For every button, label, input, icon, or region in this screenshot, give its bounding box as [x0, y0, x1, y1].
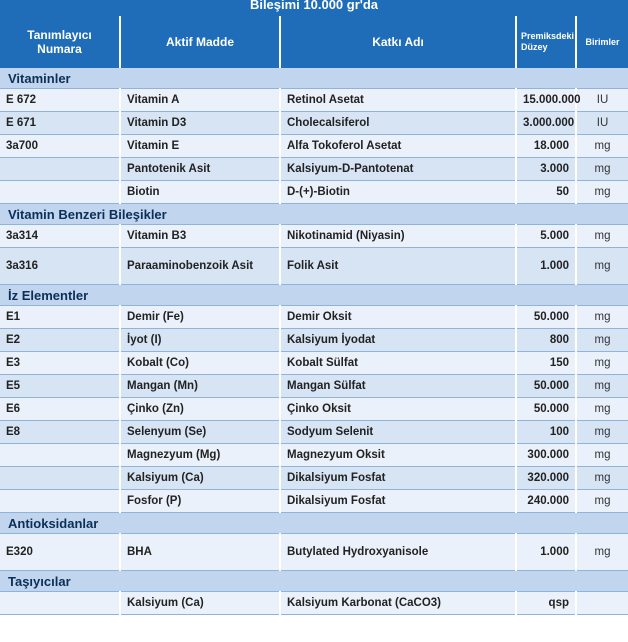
cell-additive-name: Folik Asit: [280, 248, 516, 285]
table-row: [0, 592, 628, 615]
cell-id: E5: [0, 375, 120, 398]
cell-additive-name: Dikalsiyum Fosfat: [280, 467, 516, 490]
cell-premix-level: 1.000: [516, 534, 576, 571]
cell-additive-name: Kalsiyum Karbonat (CaCO3): [280, 592, 516, 615]
cell-active-substance: Çinko (Zn): [120, 398, 280, 421]
cell-unit: mg: [576, 248, 628, 285]
cell-premix-level: 50.000: [516, 306, 576, 329]
cell-active-substance: Selenyum (Se): [120, 421, 280, 444]
header-premix-level: [516, 16, 576, 68]
cell-additive-name: Cholecalsiferol: [280, 112, 516, 135]
cell-additive-name: Demir Oksit: [280, 306, 516, 329]
cell-additive-name: Retinol Asetat: [280, 89, 516, 112]
cell-active-substance: Biotin: [120, 181, 280, 204]
section-title: Taşıyıcılar: [0, 571, 628, 592]
cell-premix-level: 3.000.000: [516, 112, 576, 135]
cell-active-substance: Pantotenik Asit: [120, 158, 280, 181]
section-row: [0, 571, 628, 592]
cell-id: E6: [0, 398, 120, 421]
cell-unit: mg: [576, 421, 628, 444]
table-row: [0, 467, 628, 490]
cell-active-substance: Vitamin E: [120, 135, 280, 158]
document-title: Bileşimi 10.000 gr'da: [0, 0, 628, 16]
cell-premix-level: 50.000: [516, 398, 576, 421]
cell-premix-level: 100: [516, 421, 576, 444]
header-units: Birimler: [576, 16, 628, 68]
cell-unit: mg: [576, 329, 628, 352]
section-row: [0, 68, 628, 89]
cell-additive-name: Çinko Oksit: [280, 398, 516, 421]
cell-premix-level: 50: [516, 181, 576, 204]
cell-active-substance: Vitamin B3: [120, 225, 280, 248]
table-row: [0, 225, 628, 248]
cell-active-substance: Vitamin D3: [120, 112, 280, 135]
cell-id: [0, 592, 120, 615]
cell-id: [0, 444, 120, 467]
section-title: Antioksidanlar: [0, 513, 628, 534]
cell-premix-level: 15.000.000: [516, 89, 576, 112]
cell-unit: mg: [576, 225, 628, 248]
header-premix-level-line2: Düzey: [521, 42, 548, 52]
cell-id: [0, 181, 120, 204]
table-row: [0, 306, 628, 329]
cell-additive-name: D-(+)-Biotin: [280, 181, 516, 204]
cell-id: E 671: [0, 112, 120, 135]
table-row: [0, 375, 628, 398]
cell-unit: IU: [576, 89, 628, 112]
table-row: [0, 181, 628, 204]
cell-id: E320: [0, 534, 120, 571]
cell-id: E1: [0, 306, 120, 329]
cell-premix-level: 240.000: [516, 490, 576, 513]
table-row: [0, 444, 628, 467]
cell-additive-name: Nikotinamid (Niyasin): [280, 225, 516, 248]
cell-unit: [576, 592, 628, 615]
cell-id: E3: [0, 352, 120, 375]
cell-unit: mg: [576, 135, 628, 158]
cell-premix-level: 18.000: [516, 135, 576, 158]
header-premix-level-line1: Premiksdeki: [521, 31, 575, 41]
cell-active-substance: Paraaminobenzoik Asit: [120, 248, 280, 285]
cell-id: E8: [0, 421, 120, 444]
cell-unit: mg: [576, 158, 628, 181]
cell-unit: mg: [576, 375, 628, 398]
section-row: [0, 204, 628, 225]
cell-unit: mg: [576, 398, 628, 421]
table-row: [0, 352, 628, 375]
cell-unit: IU: [576, 112, 628, 135]
cell-premix-level: 150: [516, 352, 576, 375]
section-row: [0, 285, 628, 306]
cell-unit: mg: [576, 444, 628, 467]
table-row: [0, 112, 628, 135]
cell-active-substance: Kobalt (Co): [120, 352, 280, 375]
table-row: [0, 421, 628, 444]
composition-table: [0, 16, 628, 615]
cell-active-substance: Fosfor (P): [120, 490, 280, 513]
cell-additive-name: Dikalsiyum Fosfat: [280, 490, 516, 513]
cell-active-substance: İyot (I): [120, 329, 280, 352]
cell-premix-level: 5.000: [516, 225, 576, 248]
section-title: Vitamin Benzeri Bileşikler: [0, 204, 628, 225]
table-row: [0, 89, 628, 112]
cell-active-substance: Demir (Fe): [120, 306, 280, 329]
header-additive-name: Katkı Adı: [280, 16, 516, 68]
cell-unit: mg: [576, 306, 628, 329]
cell-unit: mg: [576, 352, 628, 375]
section-title: Vitaminler: [0, 68, 628, 89]
header-active-substance: Aktif Madde: [120, 16, 280, 68]
table-row: [0, 329, 628, 352]
cell-premix-level: 800: [516, 329, 576, 352]
cell-id: E 672: [0, 89, 120, 112]
cell-premix-level: 320.000: [516, 467, 576, 490]
cell-id: [0, 467, 120, 490]
cell-additive-name: Kalsiyum-D-Pantotenat: [280, 158, 516, 181]
section-row: [0, 513, 628, 534]
cell-unit: mg: [576, 181, 628, 204]
cell-active-substance: Kalsiyum (Ca): [120, 592, 280, 615]
cell-additive-name: Kobalt Sülfat: [280, 352, 516, 375]
cell-additive-name: Mangan Sülfat: [280, 375, 516, 398]
table-header-row: [0, 16, 628, 68]
cell-id: E2: [0, 329, 120, 352]
table-row: [0, 158, 628, 181]
cell-active-substance: Mangan (Mn): [120, 375, 280, 398]
cell-additive-name: Alfa Tokoferol Asetat: [280, 135, 516, 158]
cell-active-substance: Vitamin A: [120, 89, 280, 112]
cell-additive-name: Sodyum Selenit: [280, 421, 516, 444]
cell-id: [0, 158, 120, 181]
cell-premix-level: 3.000: [516, 158, 576, 181]
cell-id: 3a700: [0, 135, 120, 158]
cell-active-substance: BHA: [120, 534, 280, 571]
table-row: [0, 248, 628, 285]
table-body: [0, 68, 628, 615]
cell-unit: mg: [576, 467, 628, 490]
cell-premix-level: 1.000: [516, 248, 576, 285]
cell-additive-name: Kalsiyum İyodat: [280, 329, 516, 352]
cell-premix-level: 300.000: [516, 444, 576, 467]
cell-unit: mg: [576, 490, 628, 513]
cell-active-substance: Kalsiyum (Ca): [120, 467, 280, 490]
cell-id: [0, 490, 120, 513]
cell-id: 3a316: [0, 248, 120, 285]
cell-unit: mg: [576, 534, 628, 571]
table-row: [0, 490, 628, 513]
cell-additive-name: Butylated Hydroxyanisole: [280, 534, 516, 571]
table-row: [0, 534, 628, 571]
cell-id: 3a314: [0, 225, 120, 248]
cell-premix-level: 50.000: [516, 375, 576, 398]
cell-active-substance: Magnezyum (Mg): [120, 444, 280, 467]
header-id: Tanımlayıcı Numara: [0, 16, 120, 68]
table-row: [0, 398, 628, 421]
table-row: [0, 135, 628, 158]
cell-premix-level: qsp: [516, 592, 576, 615]
section-title: İz Elementler: [0, 285, 628, 306]
cell-additive-name: Magnezyum Oksit: [280, 444, 516, 467]
